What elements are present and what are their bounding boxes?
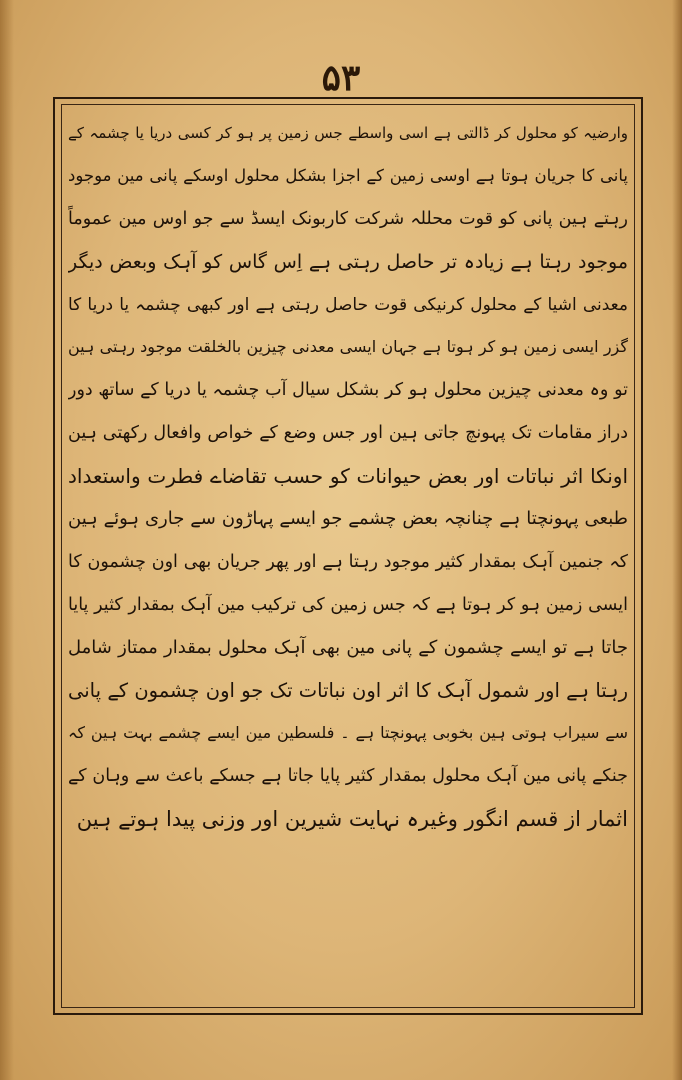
- text-line: موجود رہتا ہے زیادہ تر حاصل رہتی ہے اِس گاس کو آہک وبعض دیگر: [68, 250, 628, 273]
- text-line: اثمار از قسم انگور وغیرہ نہایت شیرین اور وزنی پیدا ہوتے ہین: [76, 807, 628, 832]
- text-line: معدنی اشیا کے محلول کرنیکی قوت حاصل رہتی ہے اور کبھی چشمہ یا دریا کا: [68, 294, 628, 315]
- text-line: رہتا ہے اور شمول آہک کا اثر اون نباتات تک جو اون چشمون کے پانی: [68, 678, 628, 702]
- text-line: کہ جنمین آہک بمقدار کثیر موجود رہتا ہے اور پھر جریان بھی اون چشمون کا: [68, 551, 628, 572]
- text-line: گزر ایسی زمین ہو کر ہوتا ہے جہان ایسی معدنی چیزین بالخلقت موجود رہتی ہین: [68, 337, 628, 357]
- text-line: رہتے ہین پانی کو قوت محللہ شرکت کاربونک ایسڈ سے جو اوس مین عموماً: [68, 208, 628, 229]
- text-line: وارضیہ کو محلول کر ڈالتی ہے اسی واسطے جس زمین پر ہو کر کسی دریا یا چشمہ کے: [68, 124, 628, 142]
- text-line: پانی کا جریان ہوتا ہے اوسی زمین کے اجزا بشکل محلول اوسکے پانی مین موجود: [68, 165, 628, 185]
- text-line: ایسی زمین ہو کر ہوتا ہے کہ جس زمین کی ترکیب مین آہک بمقدار کثیر پایا: [68, 594, 628, 615]
- text-line: جاتا ہے تو ایسے چشمون کے پانی مین بھی آہک محلول بمقدار ممتاز شامل: [68, 636, 628, 658]
- text-line: تو وہ معدنی چیزین محلول ہو کر بشکل سیال آب چشمہ یا دریا کے ساتھ دور: [68, 380, 628, 401]
- page-edge-right: [672, 0, 682, 1080]
- text-line: دراز مقامات تک پہونچ جاتی ہین اور جس وضع کے خواص وافعال رکھتی ہین: [68, 423, 628, 444]
- text-line: اونکا اثر نباتات اور بعض حیوانات کو حسب تقاضاے فطرت واستعداد: [68, 464, 628, 489]
- body-text: [68, 112, 628, 1002]
- page-number: ۵۳: [321, 57, 361, 99]
- text-line: طبعی پہونچتا ہے چنانچہ بعض چشمے جو ایسے پہاڑون سے جاری ہوئے ہین: [68, 508, 628, 530]
- text-line: جنکے پانی مین آہک محلول بمقدار کثیر پایا جاتا ہے جسکے باعث سے وہان کے: [68, 766, 628, 787]
- text-line: سے سیراب ہوتی ہین بخوبی پہونچتا ہے ۔ فلسطین مین ایسے چشمے بہت ہین کہ: [68, 723, 628, 743]
- page-edge-left: [0, 0, 14, 1080]
